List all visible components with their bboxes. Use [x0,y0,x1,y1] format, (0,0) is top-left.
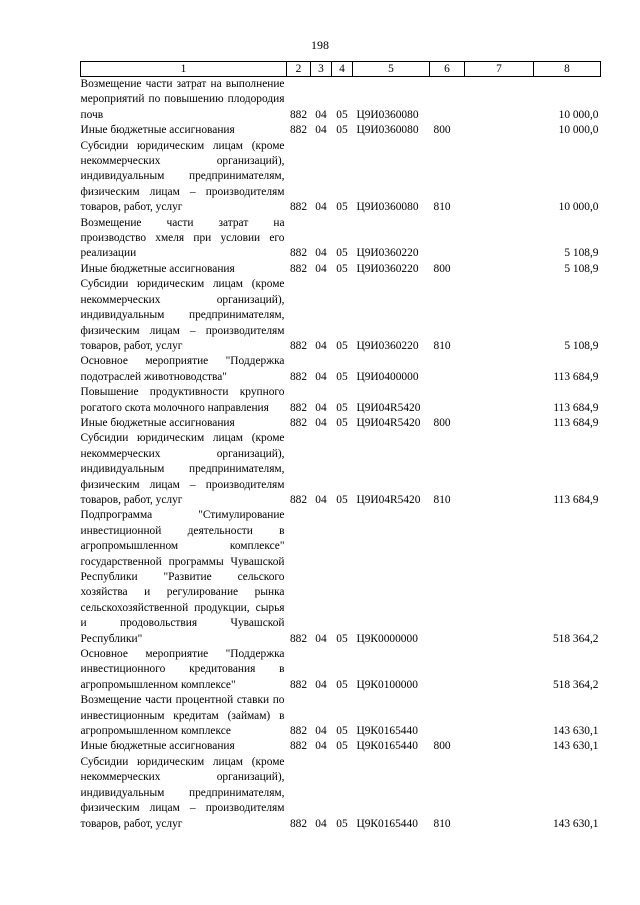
row-empty-cell [465,354,534,385]
row-target-code: Ц9И0360080 [356,124,419,137]
table-row [81,385,601,416]
row-name: Основное мероприятие "Поддержка инвестиционного кредитования в агропромышленном комплексе" [80,648,285,691]
row-target-code: Ц9И04R5420 [356,493,421,506]
table-row [81,739,601,754]
row-empty-cell [465,508,534,647]
row-section: 04 [315,740,327,753]
row-amount: 5 108,9 [564,339,599,352]
row-amount: 518 364,2 [552,678,599,691]
row-target-code: Ц9И0360080 [356,201,419,214]
row-gl-code: 882 [289,108,308,121]
row-name: Основное мероприятие "Поддержка подотраслей животноводства" [80,355,285,383]
row-subsection: 05 [336,725,348,738]
table-row [81,262,601,277]
row-subsection: 05 [336,339,348,352]
row-target-code: Ц9К0165440 [356,725,418,738]
row-gl-code: 882 [289,124,308,137]
column-header: 2 [287,62,311,77]
row-amount: 5 108,9 [564,247,599,260]
table-body [81,77,601,832]
row-gl-code: 882 [289,262,308,275]
row-gl-code: 882 [289,339,308,352]
row-empty-cell [465,416,534,431]
row-amount: 10 000,0 [558,124,599,137]
row-empty-cell [465,77,534,124]
row-section: 04 [315,817,327,830]
table-row [81,693,601,739]
row-empty-cell [465,262,534,277]
row-gl-code: 882 [289,678,308,691]
row-expense-type [430,508,465,647]
table-row [81,123,601,138]
row-expense-type: 800 [433,124,451,137]
row-name: Субсидии юридическим лицам (кроме некоммерческих организаций), индивидуальным предпринимателям, физическим лицам – производителям товаров, работ, услуг [80,139,285,214]
row-subsection: 05 [336,493,348,506]
column-header: 8 [534,62,601,77]
row-subsection: 05 [336,678,348,691]
row-expense-type [430,216,465,262]
column-header: 5 [353,62,430,77]
column-header: 7 [465,62,534,77]
row-subsection: 05 [336,817,348,830]
row-amount: 113 684,9 [553,370,599,383]
row-section: 04 [315,201,327,214]
row-section: 04 [315,124,327,137]
row-gl-code: 882 [289,740,308,753]
row-empty-cell [465,647,534,693]
budget-table [80,61,601,832]
row-gl-code: 882 [289,201,308,214]
row-section: 04 [315,262,327,275]
row-empty-cell [465,277,534,354]
row-target-code: Ц9К0165440 [356,817,418,830]
row-section: 04 [315,401,327,414]
row-empty-cell [465,431,534,508]
row-gl-code: 882 [289,493,308,506]
row-amount: 143 630,1 [552,740,599,753]
table-row [81,755,601,832]
row-name: Повышение продуктивности крупного рогатого скота молочного направления [80,386,285,414]
row-name: Возмещение части затрат на производство хмеля при условии его реализации [80,216,285,260]
row-target-code: Ц9И0360220 [356,339,419,352]
row-target-code: Ц9К0000000 [356,632,418,645]
row-gl-code: 882 [289,401,308,414]
row-section: 04 [315,339,327,352]
row-section: 04 [315,493,327,506]
row-name: Возмещение части процентной ставки по инвестиционным кредитам (займам) в агропромышленном комплексе [80,694,285,738]
table-header-row [81,62,601,77]
row-empty-cell [465,755,534,832]
table-row [81,277,601,354]
row-name: Иные бюджетные ассигнования [80,124,235,137]
row-subsection: 05 [336,370,348,383]
row-expense-type [430,77,465,124]
row-amount: 113 684,9 [553,493,599,506]
row-target-code: Ц9И0400000 [356,370,419,383]
row-subsection: 05 [336,262,348,275]
row-section: 04 [315,632,327,645]
table-row [81,354,601,385]
row-empty-cell [465,123,534,138]
row-name: Подпрограмма "Стимулирование инвестиционной деятельности в агропромышленном комплексе" государственной программы Чувашской Республики "Развитие сельского хозяйства и регулирование рынка сельскохозяйственной продукции, сырья и продовольствия Чувашской Республики" [80,509,285,645]
row-name: Возмещение части затрат на выполнение мероприятий по повышению плодородия почв [80,78,285,121]
table-row [81,77,601,124]
row-section: 04 [315,247,327,260]
row-target-code: Ц9И0360080 [356,108,419,121]
row-amount: 143 630,1 [552,725,599,738]
row-target-code: Ц9И0360220 [356,262,419,275]
row-expense-type: 810 [433,339,451,352]
row-name: Субсидии юридическим лицам (кроме некоммерческих организаций), индивидуальным предпринимателям, физическим лицам – производителям товаров, работ, услуг [80,278,285,352]
row-subsection: 05 [336,124,348,137]
row-expense-type: 800 [433,740,451,753]
row-empty-cell [465,385,534,416]
table-row [81,508,601,647]
row-empty-cell [465,693,534,739]
row-section: 04 [315,678,327,691]
row-expense-type: 810 [433,493,451,506]
table-row [81,416,601,431]
row-gl-code: 882 [289,817,308,830]
table-row [81,647,601,693]
row-amount: 113 684,9 [553,401,599,414]
row-amount: 518 364,2 [552,632,599,645]
row-amount: 10 000,0 [558,108,599,121]
row-section: 04 [315,725,327,738]
row-empty-cell [465,739,534,754]
row-subsection: 05 [336,108,348,121]
row-gl-code: 882 [289,247,308,260]
row-gl-code: 882 [289,416,308,429]
row-gl-code: 882 [289,370,308,383]
row-expense-type: 800 [433,416,451,429]
row-name: Субсидии юридическим лицам (кроме некоммерческих организаций), индивидуальным предпринимателям, физическим лицам – производителям товаров, работ, услуг [80,432,285,506]
row-section: 04 [315,108,327,121]
row-subsection: 05 [336,201,348,214]
row-subsection: 05 [336,740,348,753]
row-expense-type [430,647,465,693]
row-name: Субсидии юридическим лицам (кроме некоммерческих организаций), индивидуальным предпринимателям, физическим лицам – производителям товаров, работ, услуг [80,755,285,830]
row-subsection: 05 [336,632,348,645]
row-gl-code: 882 [289,725,308,738]
table-row [81,216,601,262]
row-section: 04 [315,370,327,383]
row-empty-cell [465,139,534,216]
row-expense-type [430,693,465,739]
table-row [81,431,601,508]
row-amount: 113 684,9 [553,416,599,429]
row-target-code: Ц9К0165440 [356,740,418,753]
page-number: 198 [311,38,329,52]
row-target-code: Ц9И04R5420 [356,401,421,414]
row-expense-type: 810 [433,817,451,830]
row-amount: 143 630,1 [552,817,599,830]
row-expense-type [430,385,465,416]
row-subsection: 05 [336,401,348,414]
column-header: 1 [81,62,287,77]
row-name: Иные бюджетные ассигнования [80,740,235,753]
row-name: Иные бюджетные ассигнования [80,416,235,429]
column-header: 3 [311,62,332,77]
row-expense-type [430,354,465,385]
row-amount: 10 000,0 [558,201,599,214]
column-header: 4 [332,62,353,77]
column-header: 6 [430,62,465,77]
row-subsection: 05 [336,416,348,429]
row-target-code: Ц9К0100000 [356,678,418,691]
row-section: 04 [315,416,327,429]
row-subsection: 05 [336,247,348,260]
row-amount: 5 108,9 [564,262,599,275]
row-name: Иные бюджетные ассигнования [80,262,235,275]
row-expense-type: 800 [433,262,451,275]
row-target-code: Ц9И04R5420 [356,416,421,429]
row-expense-type: 810 [433,201,451,214]
row-target-code: Ц9И0360220 [356,247,419,260]
table-row [81,139,601,216]
row-gl-code: 882 [289,632,308,645]
row-empty-cell [465,216,534,262]
